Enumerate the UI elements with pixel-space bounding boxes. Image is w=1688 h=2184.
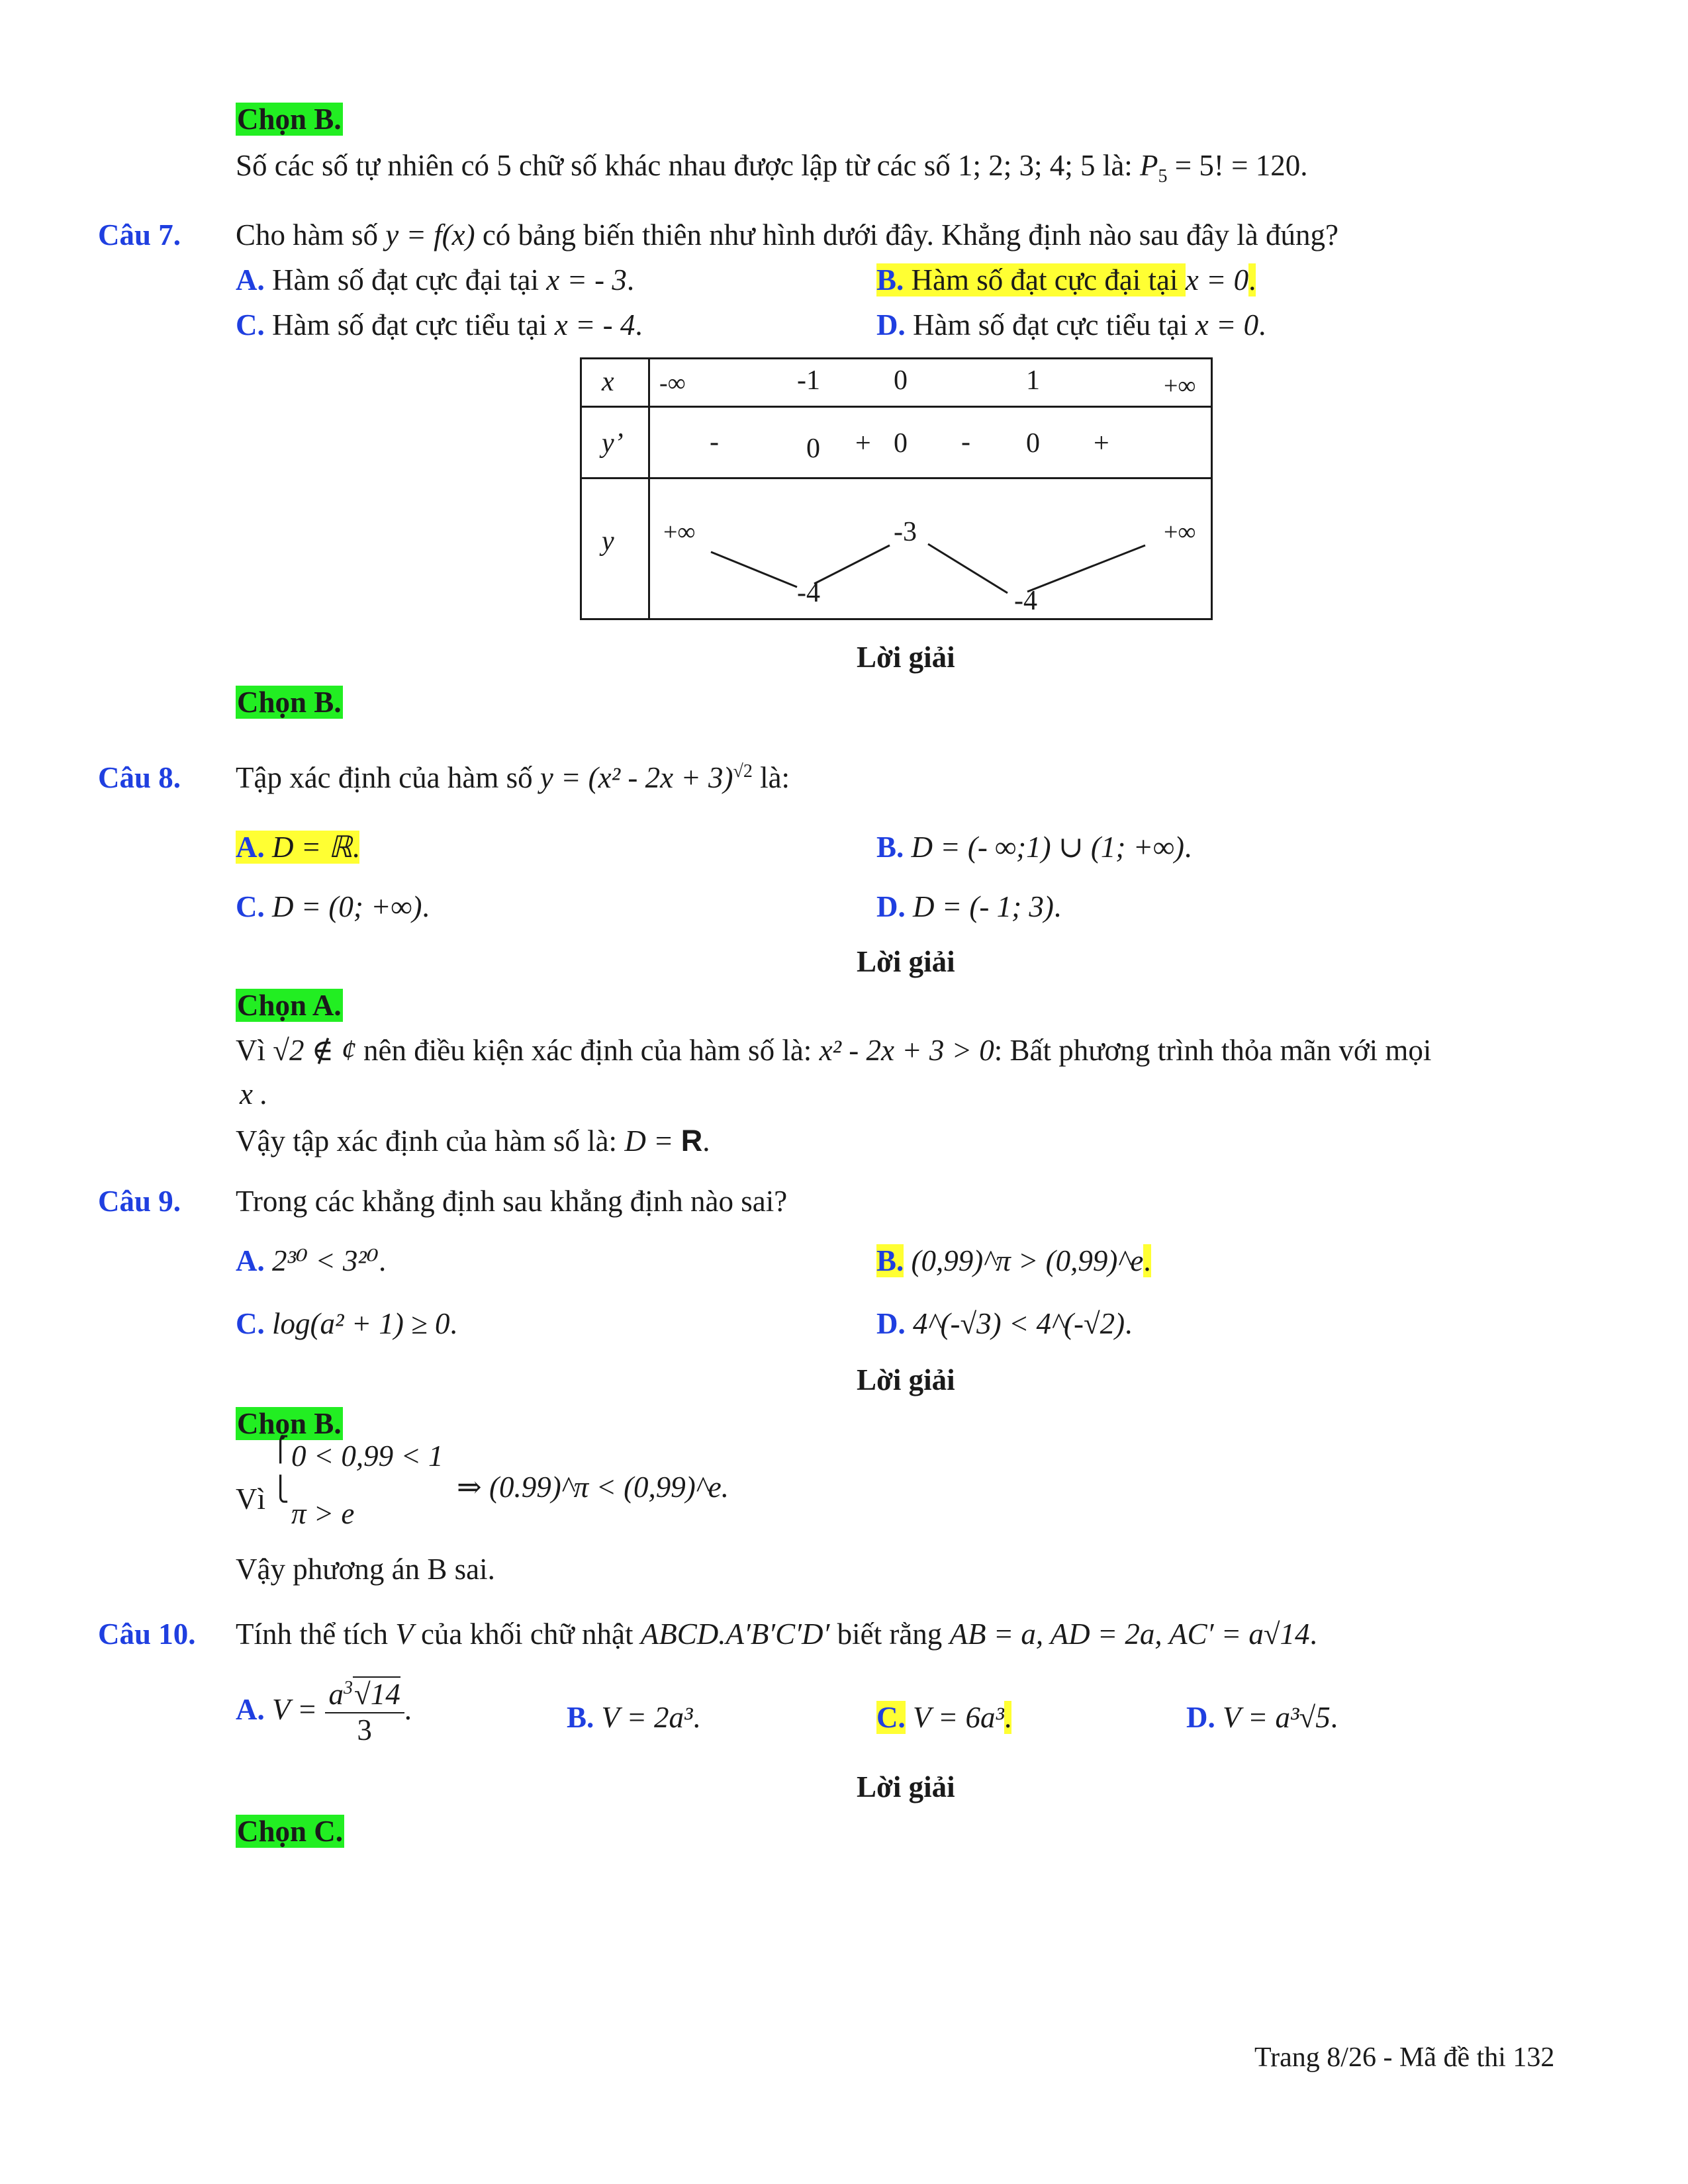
x-minus-1: -1 (797, 365, 820, 396)
yp-plus-2: + (1094, 428, 1109, 459)
q8-solution-line-2: x . (240, 1077, 268, 1111)
y-max: -3 (894, 517, 917, 547)
question-10-label: Câu 10. (98, 1617, 196, 1651)
q10-option-d: D. V = a³√5. (1186, 1701, 1338, 1734)
yp-plus-1: + (855, 428, 871, 459)
q10-chon: Chọn C. (237, 1815, 344, 1848)
q8-loi-giai: Lời giải (857, 945, 955, 978)
variation-arrows (650, 479, 1211, 618)
q9-system-brace-top: ⎧ (271, 1436, 289, 1463)
arrow-increase-1 (814, 545, 890, 584)
question-9-stem: Trong các khẳng định sau khẳng định nào sai? (236, 1185, 788, 1218)
variation-table (580, 357, 1213, 620)
q8-option-a: A. D = ℝ. (236, 831, 360, 864)
question-7-label: Câu 7. (98, 218, 181, 251)
yp-zero-1: 0 (806, 433, 820, 464)
q10-option-a-fraction: $\frac{a^3√14}{3}$ (325, 1678, 404, 1748)
q9-option-a: A. 2³⁰ < 3²⁰. (236, 1244, 387, 1277)
q9-option-b: B. (0,99)^π > (0,99)^e. (876, 1244, 1151, 1277)
answer-chon-b-1: Chọn B. (237, 103, 342, 136)
q9-option-c: C. log(a² + 1) ≥ 0. (236, 1307, 457, 1340)
yp-zero-3: 0 (1026, 428, 1040, 459)
q8-solution-line-3: Vậy tập xác định của hàm số là: D = R. (236, 1124, 710, 1158)
question-7-stem: Cho hàm số y = f(x) có bảng biến thiên như hình dưới đây. Khẳng định nào sau đây là đúng? (236, 218, 1338, 251)
q7-option-c: C. Hàm số đạt cực tiểu tại x = - 4. (236, 308, 643, 341)
q7-loi-giai: Lời giải (857, 641, 955, 674)
q9-system-line-2: π > e (291, 1497, 355, 1530)
q7-chon: Chọn B. (237, 686, 342, 719)
q9-conclusion: Vậy phương án B sai. (236, 1553, 495, 1586)
y-row (649, 478, 1212, 619)
q9-system-brace-bottom: ⎩ (271, 1476, 289, 1502)
q8-chon: Chọn A. (237, 989, 342, 1022)
yp-minus-1: - (710, 427, 719, 457)
q7-option-d: D. Hàm số đạt cực tiểu tại x = 0. (876, 308, 1266, 341)
q7-option-b: B. Hàm số đạt cực đại tại x = 0. (876, 263, 1256, 296)
y-min-2: -4 (1014, 586, 1037, 616)
yp-zero-2: 0 (894, 428, 908, 459)
arrow-decrease-1 (711, 552, 797, 587)
q9-loi-giai: Lời giải (857, 1363, 955, 1396)
solution-line-p5: Số các số tự nhiên có 5 chữ số khác nhau được lập từ các số 1; 2; 3; 4; 5 là: $P_5 = 5$! = 120. (236, 149, 1308, 187)
q8-option-b: B. D = (- ∞;1) ∪ (1; +∞). (876, 831, 1192, 864)
x-pos-inf: +∞ (1164, 372, 1196, 400)
question-8-stem: Tập xác định của hàm số $y = (x^2 - 2x + 3)^{√2}$ là: (236, 761, 790, 794)
q10-option-b: B. V = 2a³. (567, 1701, 700, 1734)
question-8-label: Câu 8. (98, 761, 181, 794)
q10-loi-giai: Lời giải (857, 1770, 955, 1803)
y-min-1: -4 (797, 578, 820, 608)
q9-chon: Chọn B. (237, 1407, 342, 1440)
y-pos-inf-right: +∞ (1164, 518, 1196, 546)
arrow-increase-2 (1027, 545, 1145, 592)
q9-vi: Vì (236, 1482, 265, 1516)
y-prime-row (649, 407, 1212, 478)
x-row (649, 359, 1212, 407)
q8-option-d: D. D = (- 1; 3). (876, 890, 1062, 923)
q7-option-a: A. Hàm số đạt cực đại tại x = - 3. (236, 263, 635, 296)
question-9-label: Câu 9. (98, 1185, 181, 1218)
q8-option-c: C. D = (0; +∞). (236, 890, 430, 923)
q9-option-d: D. 4^(-√3) < 4^(-√2). (876, 1307, 1133, 1340)
row-label-x: x (581, 359, 649, 407)
x-neg-inf: -∞ (659, 369, 686, 397)
row-label-y-prime: y’ (581, 407, 649, 478)
yp-minus-2: - (961, 427, 970, 457)
q10-option-a: A. V = $\frac{a^3√14}{3}$ . (236, 1678, 412, 1747)
page-footer: Trang 8/26 - Mã đề thi 132 (1254, 2042, 1555, 2073)
q9-system-result: ⇒ (0.99)^π < (0,99)^e. (457, 1471, 729, 1504)
q10-option-c: C. V = 6a³. (876, 1701, 1012, 1734)
arrow-decrease-2 (928, 544, 1008, 593)
row-label-y: y (581, 478, 649, 619)
y-pos-inf-left: +∞ (663, 518, 696, 546)
x-zero: 0 (894, 365, 908, 396)
question-10-stem: Tính thể tích V của khối chữ nhật ABCD.A′B′C′D′ biết rằng AB = a, AD = 2a, AC′ = a√14. (236, 1617, 1317, 1651)
x-one: 1 (1026, 365, 1040, 396)
q8-solution-line-1: Vì √2 ∉ ¢ nên điều kiện xác định của hàm số là: x² - 2x + 3 > 0: Bất phương trình thỏa mãn với mọi (236, 1034, 1432, 1067)
q9-system-line-1: 0 < 0,99 < 1 (291, 1439, 444, 1473)
